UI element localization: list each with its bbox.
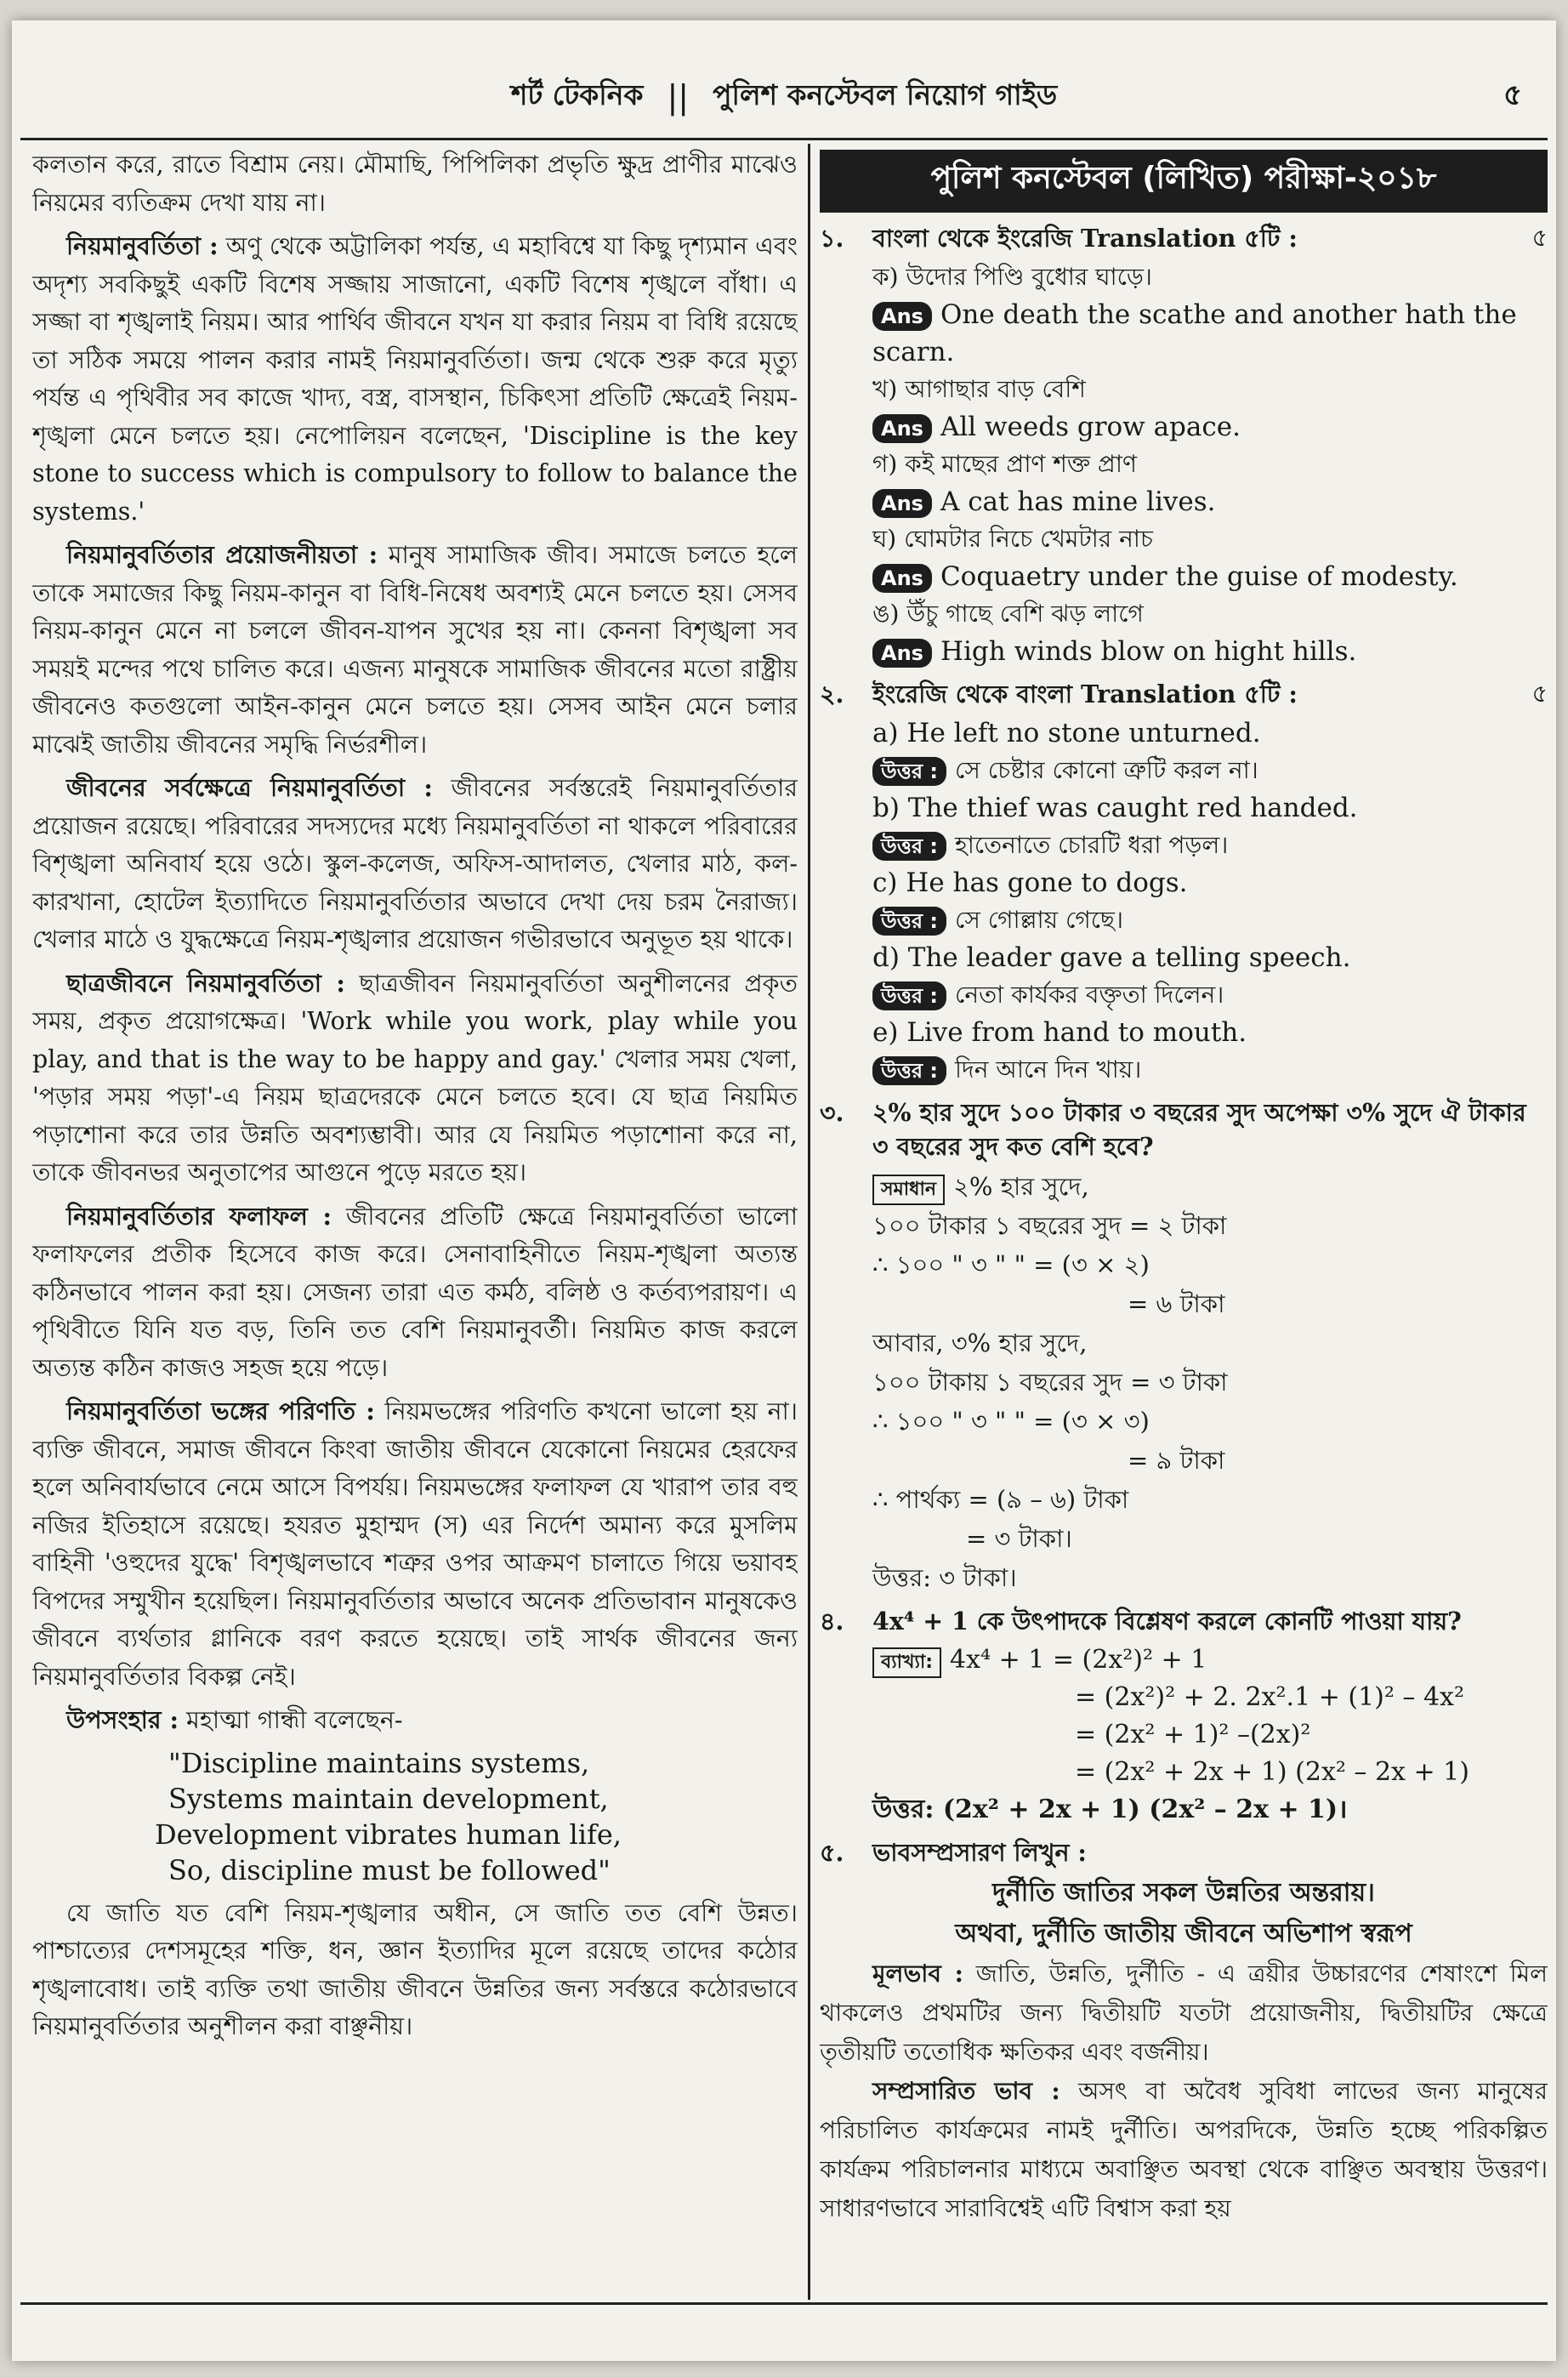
section-text: অণু থেকে অট্টালিকা পর্যন্ত, এ মহাবিশ্বে যা কিছু দৃশ্যমান এবং অদৃশ্য সবকিছুই একটি বিশেষ সজ্জায় সাজানো, একটি বিশেষ শৃঙ্খলে বাঁধা। এ সজ্জা বা শৃঙ্খলাই নিয়ম। আর পার্থিব জীবনে যখন যা করার নিয়ম বা বিধি রয়েছে তা সঠিক সময়ে পালন করার নামই নিয়মানুবর্তিতা। জন্ম থেকে শুরু করে মৃত্যু পর্যন্ত এ পৃথিবীর সব কাজে খাদ্য, বস্ত্র, বাসস্থান, চিকিৎসা প্রতিটি ক্ষেত্রেই নিয়ম-শৃঙ্খলা মেনে চলতে হয়। নেপোলিয়ন বলেছেন, 'Discipline is the key stone to success which is compulsory to follow to balance the systems.' bbox=[32, 232, 798, 526]
equation-line bbox=[872, 1716, 1548, 1754]
translation-item: c) He has gone to dogs. bbox=[872, 868, 1188, 898]
translation-item: a) He left no stone unturned. bbox=[872, 718, 1261, 748]
equation-text: = (2x² + 1)² –(2x)² bbox=[1075, 1720, 1311, 1749]
section-heading: উপসংহার : bbox=[66, 1705, 179, 1734]
answer-badge: Ans bbox=[872, 564, 932, 593]
translation-item: গ) কই মাছের প্রাণ শক্ত প্রাণ bbox=[872, 450, 1137, 478]
answer-row bbox=[872, 976, 1548, 1014]
answer-text: High winds blow on hight hills. bbox=[940, 636, 1357, 667]
answer-badge: Ans bbox=[872, 414, 932, 443]
essay-paragraph bbox=[32, 536, 798, 764]
solution-text: = ৩ টাকা। bbox=[966, 1524, 1072, 1553]
section-text: জীবনের সর্বস্তরেই নিয়মানুবর্তিতার প্রয়োজন রয়েছে। পরিবারের সদস্যদের মধ্যে নিয়মানুবর্তিতা না থাকলে পরিবারের বিশৃঙ্খলা অনিবার্য হয়ে ওঠে। স্কুল-কলেজ, অফিস-আদালত, খেলার মাঠ, কল-কারখানা, হোটেল ইত্যাদিতে নিয়মানুবর্তিতার অভাবে দেখা দেয় চরম নৈরাজ্য। খেলার মাঠে ও যুদ্ধক্ষেত্রে নিয়ম-শৃঙ্খলার প্রয়োজন গভীরভাবে অনুভূত হয় থাকে। bbox=[32, 774, 798, 953]
header-separator: || bbox=[667, 78, 690, 116]
equation-line bbox=[872, 1754, 1548, 1791]
translation-item: e) Live from hand to mouth. bbox=[872, 1017, 1247, 1048]
section-heading: নিয়মানুবর্তিতা : bbox=[66, 231, 219, 260]
core-idea bbox=[820, 1954, 1548, 2072]
solution-line: আবার, ৩% হার সুদে, bbox=[872, 1328, 1088, 1357]
question-4 bbox=[820, 1604, 1548, 1638]
answer-badge: উত্তর : bbox=[872, 981, 946, 1010]
question-number: ৪. bbox=[820, 1607, 844, 1636]
quote-line: "Discipline maintains systems, bbox=[168, 1746, 590, 1779]
section-text: মানুষ সামাজিক জীব। সমাজে চলতে হলে তাকে সমাজের কিছু নিয়ম-কানুন বা বিধি-নিষেধ অবশ্যই মেনে চলতে হয়। সেসব নিয়ম-কানুন মেনে না চললে জীবন-যাপন সুখের হয় না। কেননা বিশৃঙ্খলা সব সময়ই মন্দের পথে চালিত করে। এজন্য মানুষকে সামাজিক জীবনের মতো রাষ্ট্রীয় জীবনেও কতগুলো আইন-কানুন মেনে চলতে হয়। সেসব আইন মেনে চলার মাঝেই জাতীয় জীবনের সমৃদ্ধি নির্ভরশীল। bbox=[32, 541, 798, 759]
header-book-left: শর্ট টেকনিক bbox=[510, 78, 644, 111]
section-heading: নিয়মানুবর্তিতার ফলাফল : bbox=[66, 1201, 332, 1231]
essay-heading-alt: অথবা, দুর্নীতি জাতীয় জীবনে অভিশাপ স্বরূপ bbox=[955, 1919, 1412, 1948]
equation-text: 4x⁴ + 1 = (2x²)² + 1 bbox=[950, 1645, 1207, 1675]
question-title: বাংলা থেকে ইংরেজি Translation ৫টি : bbox=[872, 224, 1298, 253]
essay-paragraph bbox=[32, 1198, 798, 1388]
solution-line bbox=[872, 1284, 1548, 1323]
section-text: মহাত্মা গান্ধী বলেছেন- bbox=[179, 1706, 403, 1734]
answer-badge: উত্তর : bbox=[872, 1056, 946, 1085]
essay-paragraph: যে জাতি যত বেশি নিয়ম-শৃঙ্খলার অধীন, সে জাতি তত বেশি উন্নত। পাশ্চাত্যের দেশসমূহের শক্তি, ধন, জ্ঞান ইত্যাদির মূলে রয়েছে তাদের কঠোর শৃঙ্খলাবোধ। তাই ব্যক্তি তথা জাতীয় জীবনে উন্নতির জন্য সর্বস্তরে কঠোরভাবে নিয়মানুবর্তিতার অনুশীলন করা বাঞ্ছনীয়। bbox=[32, 1898, 798, 2040]
section-heading: নিয়মানুবর্তিতার প্রয়োজনীয়তা : bbox=[66, 540, 378, 569]
running-header bbox=[12, 71, 1556, 122]
solution-line: ∴ ১০০ " ৩ " " = (৩ × ২) bbox=[872, 1250, 1150, 1279]
essay-paragraph: কলতান করে, রাতে বিশ্রাম নেয়। মৌমাছি, পিপিলিকা প্রভৃতি ক্ষুদ্র প্রাণীর মাঝেও নিয়মের ব্যতিক্রম দেখা যায় না। bbox=[32, 151, 798, 217]
question-5 bbox=[820, 1835, 1548, 1869]
section-heading: ছাত্রজীবনে নিয়মানুবর্তিতা : bbox=[66, 968, 345, 998]
solution-text: = ৯ টাকা bbox=[1128, 1446, 1225, 1475]
answer-row bbox=[872, 408, 1548, 446]
answer-row bbox=[872, 483, 1548, 521]
section-text: নিয়মভঙ্গের পরিণতি কখনো ভালো হয় না। ব্যক্তি জীবনে, সমাজ জীবনে কিংবা জাতীয় জীবনে যেকোনো নিয়মের হেরফের হলে অনিবার্যভাবে নেমে আসে বিপর্যয়। নিয়মভঙ্গের ফলাফল যে খারাপ তার বহু নজির ইতিহাসে রয়েছে। হযরত মুহাম্মদ (স) এর নির্দেশ অমান্য করে মুসলিম বাহিনী 'ওহুদের যুদ্ধে' বিশৃঙ্খলভাবে শত্রুর ওপর আক্রমণ চালাতে গিয়ে ভয়াবহ বিপদের সম্মুখীন হয়েছিল। নিয়মানুবর্তিতার অভাবে অনেক প্রতিভাবান মানুষকেও জীবনে ব্যর্থতার গ্লানিকে বরণ করতে হয়েছে। তাই সার্থক জীবনের জন্য নিয়মানুবর্তিতার বিকল্প নেই। bbox=[32, 1397, 798, 1691]
solution-line: ১০০ টাকার ১ বছরের সুদ = ২ টাকা bbox=[872, 1211, 1227, 1240]
question-number: ৩. bbox=[820, 1098, 844, 1127]
essay-column bbox=[32, 146, 798, 2307]
section-heading: মূলভাব : bbox=[872, 1960, 963, 1988]
question-number: ২. bbox=[820, 680, 844, 708]
solution-line: ∴ পার্থক্য = (৯ – ৬) টাকা bbox=[872, 1485, 1129, 1514]
equation-text: = (2x² + 2x + 1) (2x² – 2x + 1) bbox=[1075, 1757, 1469, 1787]
explanation-label: ব্যাখ্যা: bbox=[872, 1647, 941, 1678]
essay-paragraph bbox=[32, 1392, 798, 1696]
solution-line: ১০০ টাকায় ১ বছরের সুদ = ৩ টাকা bbox=[872, 1368, 1228, 1397]
solution-line bbox=[872, 1167, 1548, 1206]
answer-text: A cat has mine lives. bbox=[940, 486, 1216, 517]
essay-paragraph bbox=[32, 769, 798, 959]
translation-item: b) The thief was caught red handed. bbox=[872, 793, 1358, 823]
answer-text: Coquaetry under the guise of modesty. bbox=[940, 561, 1458, 592]
solution-text: ২% হার সুদে, bbox=[952, 1172, 1089, 1201]
question-marks: ৫ bbox=[1531, 680, 1548, 708]
question-2 bbox=[820, 677, 1548, 711]
translation-item: খ) আগাছার বাড় বেশি bbox=[872, 375, 1086, 403]
translation-item: ক) উদোর পিণ্ডি বুধোর ঘাড়ে। bbox=[872, 263, 1152, 291]
equation-line bbox=[872, 1679, 1548, 1716]
section-text: অসৎ বা অবৈধ সুবিধা লাভের জন্য মানুষের পরিচালিত কার্যক্রমের নামই দুর্নীতি। অপরদিকে, উন্নতি হচ্ছে পরিকল্পিত কার্যক্রম পরিচালনার মাধ্যমে অবাঞ্ছিত অবস্থা থেকে বাঞ্ছিত অবস্থায় উত্তরণ। সাধারণভাবে সারাবিশ্বেই এটি বিশ্বাস করা হয় bbox=[820, 2077, 1548, 2222]
answer-badge: Ans bbox=[872, 489, 932, 518]
answer-badge: উত্তর : bbox=[872, 757, 946, 786]
header-rule bbox=[20, 138, 1548, 140]
essay-paragraph bbox=[32, 227, 798, 531]
translation-item: ঙ) উঁচু গাছে বেশি ঝড় লাগে bbox=[872, 600, 1144, 628]
exam-column bbox=[820, 146, 1548, 2307]
page-number: ৫ bbox=[1503, 78, 1522, 112]
question-title: ২% হার সুদে ১০০ টাকার ৩ বছরের সুদ অপেক্ষা ৩% সুদে ঐ টাকার ৩ বছরের সুদ কত বেশি হবে? bbox=[872, 1098, 1526, 1161]
equation-line bbox=[872, 1641, 1548, 1679]
gandhi-quote bbox=[155, 1745, 798, 1888]
solution-line bbox=[872, 1441, 1548, 1480]
answer-text: One death the scathe and another hath the scarn. bbox=[872, 299, 1517, 367]
question-title: ইংরেজি থেকে বাংলা Translation ৫টি : bbox=[872, 680, 1298, 708]
solution-text: = ৬ টাকা bbox=[1128, 1289, 1225, 1318]
question-title: 4x⁴ + 1 কে উৎপাদকে বিশ্লেষণ করলে কোনটি পাওয়া যায়? bbox=[872, 1607, 1462, 1636]
section-heading: নিয়মানুবর্তিতা ভঙ্গের পরিণতি : bbox=[66, 1397, 375, 1425]
question-number: ৫. bbox=[820, 1838, 844, 1867]
answer-row bbox=[872, 1051, 1548, 1089]
quote-line: Development vibrates human life, bbox=[155, 1818, 622, 1851]
column-divider bbox=[808, 144, 810, 2300]
header-book-right: পুলিশ কনস্টেবল নিয়োগ গাইড bbox=[713, 78, 1058, 111]
question-marks: ৫ bbox=[1531, 224, 1548, 252]
answer-row bbox=[872, 752, 1548, 789]
answer-row bbox=[872, 827, 1548, 864]
translation-item: ঘ) ঘোমটার নিচে খেমটার নাচ bbox=[872, 525, 1154, 553]
question-number: ১. bbox=[820, 224, 844, 253]
quote-line: Systems maintain development, bbox=[168, 1782, 609, 1815]
essay-heading: দুর্নীতি জাতির সকল উন্নতির অন্তরায়। bbox=[992, 1878, 1375, 1908]
answer-text: নেতা কার্যকর বক্তৃতা দিলেন। bbox=[955, 981, 1224, 1009]
answer-row bbox=[872, 633, 1548, 670]
answer-badge: Ans bbox=[872, 302, 932, 331]
expanded-idea bbox=[820, 2072, 1548, 2228]
section-text: জীবনের প্রতিটি ক্ষেত্রে নিয়মানুবর্তিতা ভালো ফলাফলের প্রতীক হিসেবে কাজ করে। সেনাবাহিনীতে নিয়ম-শৃঙ্খলা অত্যন্ত কঠিনভাবে পালন করা হয়। সেজন্য তারা এত কর্মঠ, বলিষ্ঠ ও কর্তব্যপরায়ণ। এ পৃথিবীতে যিনি যত বড়, তিনি তত বেশি নিয়মানুবর্তী। নিয়মিত কাজ করলে অত্যন্ত কঠিন কাজও সহজ হয়ে পড়ে। bbox=[32, 1202, 798, 1382]
essay-paragraph bbox=[32, 964, 798, 1192]
answer-badge: উত্তর : bbox=[872, 907, 946, 936]
question-title: ভাবসম্প্রসারণ লিখুন : bbox=[872, 1838, 1087, 1867]
answer-text: দিন আনে দিন খায়। bbox=[955, 1055, 1142, 1084]
solution-label: সমাধান bbox=[872, 1175, 945, 1205]
question-3 bbox=[820, 1095, 1548, 1163]
answer-badge: উত্তর : bbox=[872, 832, 946, 861]
solution-line bbox=[872, 1519, 1548, 1558]
answer-text: হাতেনাতে চোরটি ধরা পড়ল। bbox=[955, 831, 1229, 859]
answer-text: All weeds grow apace. bbox=[940, 412, 1241, 442]
exam-title-banner: পুলিশ কনস্টেবল (লিখিত) পরীক্ষা-২০১৮ bbox=[820, 150, 1548, 213]
answer-row bbox=[872, 558, 1548, 595]
answer-line: উত্তর: (2x² + 2x + 1) (2x² – 2x + 1)। bbox=[872, 1795, 1348, 1824]
section-heading: জীবনের সর্বক্ষেত্রে নিয়মানুবর্তিতা : bbox=[66, 773, 433, 802]
answer-text: সে চেষ্টার কোনো ত্রুটি করল না। bbox=[955, 756, 1258, 784]
translation-item: d) The leader gave a telling speech. bbox=[872, 942, 1351, 973]
answer-row bbox=[872, 296, 1548, 371]
section-heading: সম্প্রসারিত ভাব : bbox=[872, 2077, 1060, 2105]
quote-line: So, discipline must be followed" bbox=[168, 1853, 611, 1886]
question-1 bbox=[820, 221, 1548, 255]
section-text: জাতি, উন্নতি, দুর্নীতি - এ ত্রয়ীর উচ্চারণের শেষাংশে মিল থাকলেও প্রথমটির জন্য দ্বিতীয়টি যতটা প্রয়োজনীয়, দ্বিতীয়টির ক্ষেত্রে তৃতীয়টি ততোধিক ক্ষতিকর এবং বর্জনীয়। bbox=[820, 1960, 1548, 2066]
equation-text: = (2x²)² + 2. 2x².1 + (1)² – 4x² bbox=[1075, 1682, 1464, 1712]
book-page bbox=[12, 20, 1556, 2361]
answer-text: সে গোল্লায় গেছে। bbox=[955, 906, 1123, 934]
section-text: ছাত্রজীবন নিয়মানুবর্তিতা অনুশীলনের প্রকৃত সময়, প্রকৃত প্রয়োগক্ষেত্র। 'Work while you work, play while you play, and that is the way to be happy and gay.' খেলার সময় খেলা, 'পড়ার সময় পড়া'-এ নিয়ম ছাত্রদেরকে মেনে চলতে হবে। যে ছাত্র নিয়মিত পড়াশোনা করে তার উন্নতি অবশ্যম্ভাবী। আর যে নিয়মিত পড়াশোনা করে না, তাকে জীবনভর অনুতাপের আগুনে পুড়ে মরতে হয়। bbox=[32, 969, 798, 1186]
essay-paragraph bbox=[32, 1701, 798, 1740]
answer-badge: Ans bbox=[872, 639, 932, 668]
solution-line: ∴ ১০০ " ৩ " " = (৩ × ৩) bbox=[872, 1407, 1150, 1436]
answer-row bbox=[872, 902, 1548, 939]
answer-line: উত্তর: ৩ টাকা। bbox=[872, 1563, 1017, 1592]
